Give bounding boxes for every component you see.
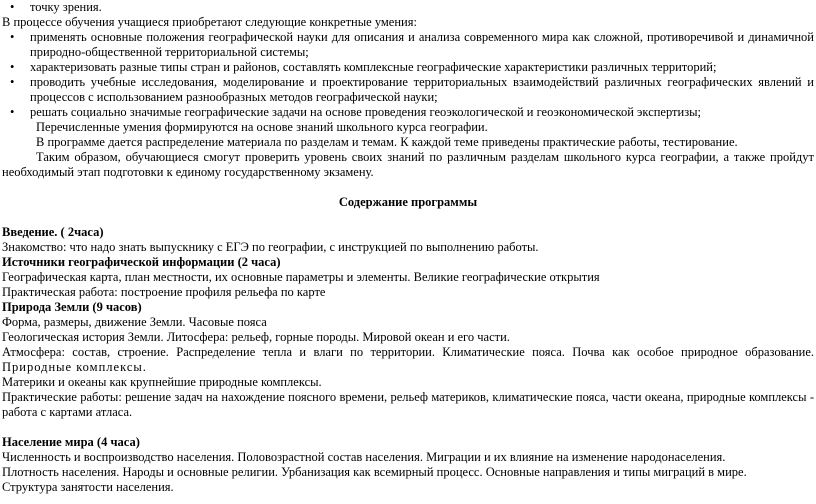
section-practice: Практическая работа: построение профиля рельефа по карте bbox=[2, 285, 326, 299]
list-item bbox=[2, 0, 814, 15]
list-item-text: точку зрения. bbox=[30, 0, 102, 14]
paragraph-skills-formed: Перечисленные умения формируются на основе знаний школьного курса географии. bbox=[36, 120, 488, 134]
bullet-icon: • bbox=[10, 105, 15, 119]
top-list bbox=[2, 0, 814, 15]
section-heading-intro: Введение. ( 2часа) bbox=[2, 225, 104, 239]
intro-line: В процессе обучения учащиеся приобретают следующие конкретные умения: bbox=[2, 15, 417, 29]
paragraph-conclusion: Таким образом, обучающиеся смогут проверить уровень своих знаний по различным разделам школьного курса географии, а также пройдут необходимый этап подготовки к единому государственному экзамену. bbox=[2, 150, 814, 179]
section-heading-nature: Природа Земли (9 часов) bbox=[2, 300, 142, 314]
section-text: Атмосфера: состав, строение. Распределение тепла и влаги по территории. Климатические пояса. Почва как особое природное образование. Природные комплексы. bbox=[2, 345, 814, 374]
section-text: Форма, размеры, движение Земли. Часовые пояса bbox=[2, 315, 267, 329]
spacer bbox=[2, 180, 814, 195]
section-text: Географическая карта, план местности, их основные параметры и элементы. Великие географические открытия bbox=[2, 270, 600, 284]
bullet-icon: • bbox=[10, 0, 15, 14]
section-text: Геологическая история Земли. Литосфера: рельеф, горные породы. Мировой океан и его части. bbox=[2, 330, 510, 344]
skills-list bbox=[2, 30, 814, 120]
list-item bbox=[2, 105, 814, 120]
list-item bbox=[2, 75, 814, 105]
bullet-icon: • bbox=[10, 30, 15, 44]
section-heading-population: Население мира (4 часа) bbox=[2, 435, 140, 449]
list-item-text: характеризовать разные типы стран и районов, составлять комплексные географические характеристики различных территорий; bbox=[30, 60, 717, 74]
list-item bbox=[2, 60, 814, 75]
bullet-icon: • bbox=[10, 60, 15, 74]
section-text: Плотность населения. Народы и основные религии. Урбанизация как всемирный процесс. Основные направления и типы миграций в мире. bbox=[2, 465, 747, 479]
paragraph-distribution: В программе дается распределение материала по разделам и темам. К каждой теме приведены практические работы, тестирование. bbox=[36, 135, 738, 149]
section-practice: Практические работы: решение задач на нахождение поясного времени, рельеф материков, климатические пояса, части океана, природные комплексы - работа с картами атласа. bbox=[2, 390, 814, 419]
spacer bbox=[2, 420, 814, 435]
bullet-icon: • bbox=[10, 75, 15, 89]
section-text: Структура занятости населения. bbox=[2, 480, 174, 494]
section-text: Знакомство: что надо знать выпускнику с ЕГЭ по географии, с инструкцией по выполнению работы. bbox=[2, 240, 539, 254]
list-item-text: решать социально значимые географические задачи на основе проведения геоэкологической и геоэкономической экспертизы; bbox=[30, 105, 702, 119]
list-item-text: применять основные положения географической науки для описания и анализа современного мира как сложной, противоречивой и динамичной природно-общественной территориальной системы; bbox=[30, 30, 814, 59]
spacer bbox=[2, 210, 814, 225]
section-heading-sources: Источники географической информации (2 часа) bbox=[2, 255, 281, 269]
section-text: Численность и воспроизводство населения. Половозрастной состав населения. Миграции и их влияние на изменение народонаселения. bbox=[2, 450, 726, 464]
list-item-text: проводить учебные исследования, моделирование и проектирование территориальных взаимодействий различных географических явлений и процессов с использованием разнообразных методов географической науки; bbox=[30, 75, 814, 104]
section-text: Материки и океаны как крупнейшие природные комплексы. bbox=[2, 375, 322, 389]
program-title: Содержание программы bbox=[338, 195, 478, 209]
list-item bbox=[2, 30, 814, 60]
